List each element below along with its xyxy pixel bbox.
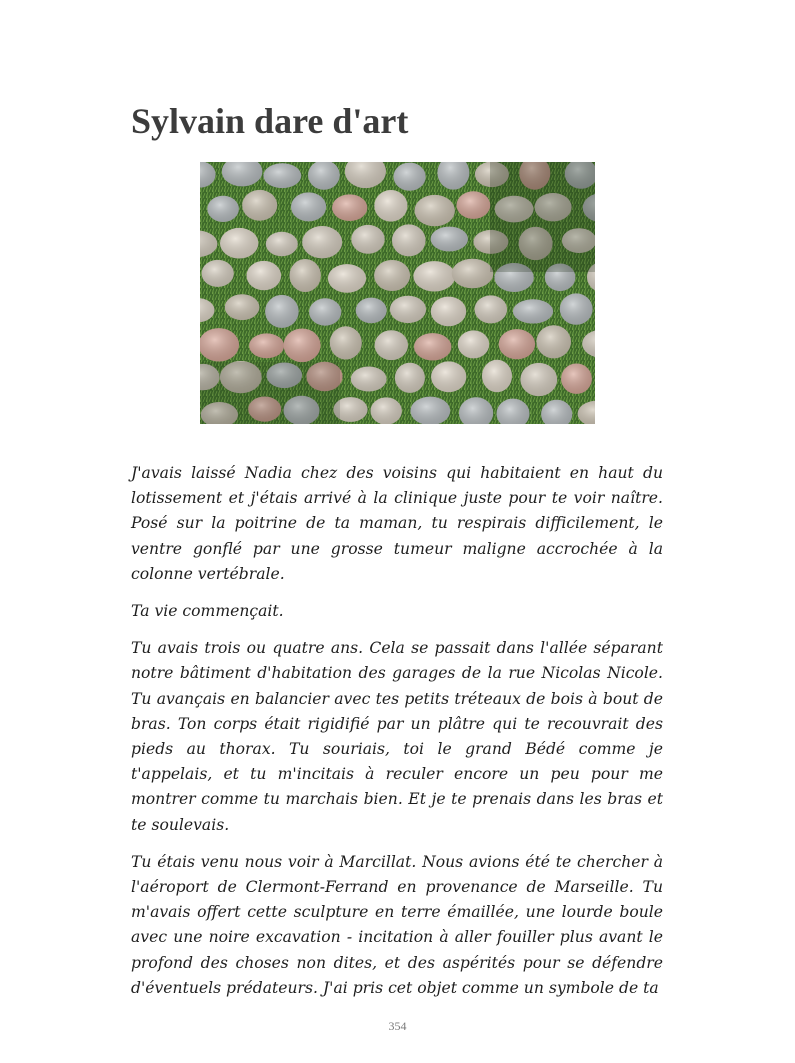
paragraph: Ta vie commençait. [131, 602, 284, 621]
stone-shading [284, 329, 321, 363]
stone-shading [482, 360, 512, 392]
stone-shading [390, 296, 426, 323]
stone-shading [392, 224, 426, 256]
paragraph: J'avais laissé Nadia chez des voisins qui habitaient en haut du lotissement et j'étais arrivé à la clinique juste pour te voir naître. Posé sur la poitrine de ta maman, tu respirais difficilement, le ventre gonflé par une grosse tumeur maligne accrochée à la colonne vertébrale. [131, 464, 663, 583]
stone-shading [375, 330, 408, 360]
stone-shading [202, 260, 234, 287]
stone-shading [536, 325, 571, 358]
stone-shading [207, 196, 239, 222]
stone-shading [560, 293, 593, 324]
stone-shading [309, 298, 341, 325]
stone-shading [225, 294, 260, 320]
stone-shading [302, 226, 342, 258]
stone-shading [351, 367, 387, 392]
stone-shading [242, 190, 277, 221]
stone-shading [431, 227, 468, 252]
stone-shading [431, 361, 466, 392]
stone-shading [200, 328, 239, 361]
stone-shading [520, 363, 557, 396]
stone-shading [394, 163, 426, 191]
stone-shading [291, 192, 326, 221]
paragraph: Tu avais trois ou quatre ans. Cela se passait dans l'allée séparant notre bâtiment d'habitation des garages de la rue Nicolas Nicole. Tu avançais en balancier avec tes petits tréteaux de bois à bout de bras. Ton corps était rigidifié par un plâtre qui te recouvrait des pieds au thorax. Tu souriais, toi le grand Bédé comme je t'appelais, et tu m'incitais à reculer encore un peu pour me montrer comme tu marchais bien. Et je te prenais dans les bras et te soulevais. [131, 639, 663, 834]
stone-shading [249, 333, 284, 358]
stone-shading [457, 191, 491, 219]
stone-shading [395, 363, 425, 393]
stone-shading [561, 364, 592, 394]
page-title: Sylvain dare d'art [131, 101, 409, 141]
stone-shading [220, 228, 258, 259]
stone-shading [371, 397, 402, 424]
stone-shading [328, 264, 366, 293]
stone-shading [266, 232, 298, 256]
stone-shading [513, 299, 553, 323]
stone-shading [414, 333, 451, 360]
stone-shading [265, 295, 299, 328]
stone-shading [356, 298, 387, 324]
stone-shading [332, 194, 367, 221]
stone-shading [475, 295, 508, 323]
paragraph: Tu étais venu nous voir à Marcillat. Nous avions été te chercher à l'aéroport de Clermont-Ferrand en provenance de Marseille. Tu m'avais offert cette sculpture en terre émaillée, une lourde boule avec une noire excavation - incitation à aller fouiller plus avant le profond des choses non dites, et des aspérités pour se défendre d'éventuels prédateurs. J'ai pris cet objet comme un symbole de ta [131, 852, 663, 997]
stone-shading [330, 326, 362, 359]
stone-shading [410, 397, 450, 424]
stone-shading [499, 329, 535, 359]
stone-shading [351, 225, 384, 254]
stone-paving-photo [200, 162, 595, 424]
page-number: 354 [388, 1019, 407, 1033]
stone-shading [290, 259, 321, 292]
stone-shading [374, 190, 407, 222]
stone-shading [374, 260, 410, 291]
stone-shading [431, 297, 466, 327]
stone-shading [263, 163, 301, 188]
stone-shading [415, 195, 455, 226]
stone-shading [413, 261, 455, 291]
body-text [131, 461, 663, 1013]
stone-paving-image [200, 162, 595, 424]
stone-shading [247, 261, 282, 290]
stone-shading [452, 259, 494, 289]
stone-shading [458, 330, 489, 358]
